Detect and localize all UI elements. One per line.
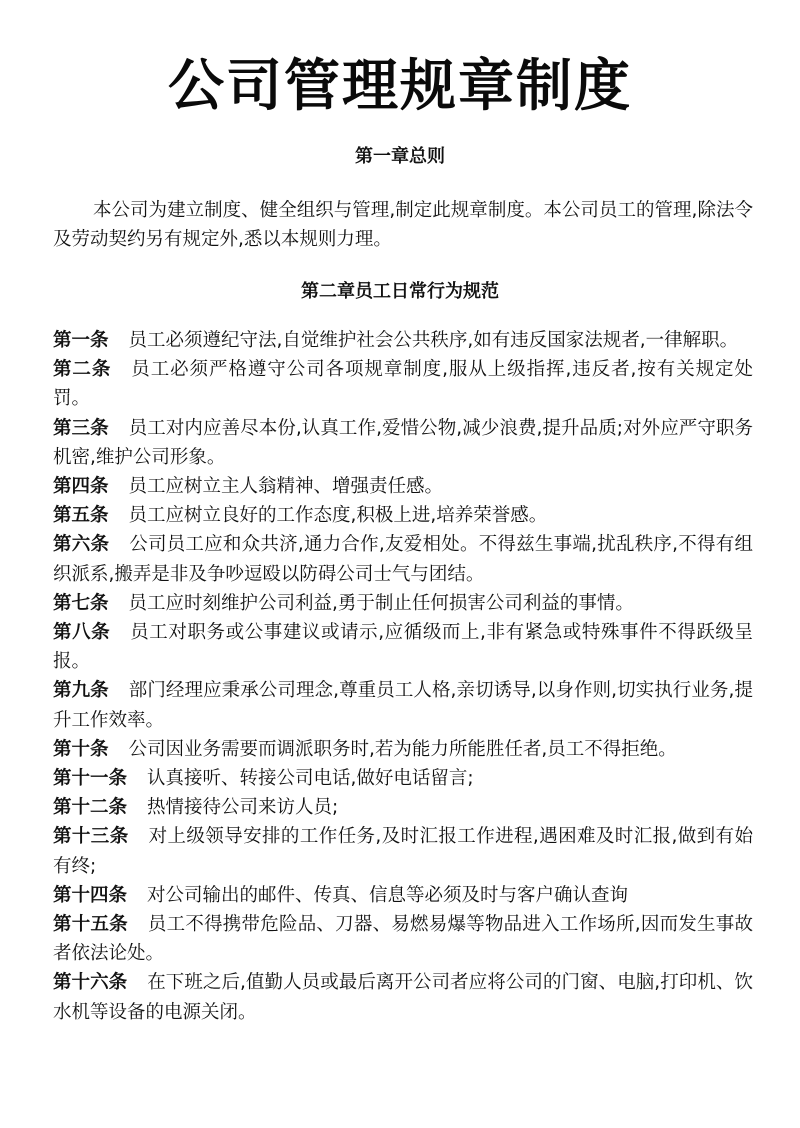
article-text: 员工应树立良好的工作态度,积极上进,培养荣誉感。 [128,505,548,527]
article-text: 员工应树立主人翁精神、增强责任感。 [128,476,444,498]
article-8 [53,618,753,676]
article-number: 第十三条 [53,826,129,848]
article-number: 第十五条 [53,914,128,936]
article-number: 第一条 [53,330,109,351]
article-text: 员工对内应善尽本份,认真工作,爱惜公物,减少浪费,提升品质;对外应严守职务机密,维护公司形象。 [53,417,753,468]
article-number: 第十六条 [53,972,128,994]
article-number: 第九条 [53,680,109,702]
chapter-2-heading: 第二章员工日常行为规范 [301,281,499,302]
article-number: 第六条 [53,534,110,556]
article-11 [53,764,753,793]
article-5 [53,501,753,530]
article-text: 部门经理应秉承公司理念,尊重员工人格,亲切诱导,以身作则,切实执行业务,提升工作效率。 [53,680,753,731]
article-number: 第三条 [53,417,109,439]
article-text: 认真接听、转接公司电话,做好电话留言; [147,768,474,790]
article-1 [53,326,753,355]
article-10 [53,735,753,764]
article-text: 对上级领导安排的工作任务,及时汇报工作进程,遇困难及时汇报,做到有始有终; [53,826,753,877]
chapter-1-paragraph: 本公司为建立制度、健全组织与管理,制定此规章制度。本公司员工的管理,除法令及劳动契约另有规定外,悉以本规则力理。 [53,200,753,250]
chapter-1-heading: 第一章总则 [355,146,445,167]
article-number: 第五条 [53,505,109,527]
article-number: 第八条 [53,622,111,644]
article-number: 第二条 [53,359,112,381]
article-6 [53,530,753,588]
article-9 [53,676,753,734]
article-15 [53,910,753,968]
document-title: 公司管理规章制度 [168,54,632,119]
article-text: 对公司输出的邮件、传真、信息等必须及时与客户确认查询 [147,884,629,906]
article-number: 第十二条 [53,797,128,819]
article-number: 第七条 [53,592,109,614]
article-text: 员工不得携带危险品、刀器、易燃易爆等物品进入工作场所,因而发生事故者依法论处。 [53,914,753,965]
article-2 [53,355,753,413]
article-number: 第十一条 [53,768,128,790]
article-14 [53,881,753,910]
article-text: 热情接待公司来访人员; [147,797,339,819]
article-4 [53,472,753,501]
article-text: 员工必须严格遵守公司各项规章制度,服从上级指挥,违反者,按有关规定处罚。 [53,359,753,410]
article-text: 员工应时刻维护公司利益,勇于制止任何损害公司利益的事情。 [128,592,634,614]
article-13 [53,822,753,880]
article-16 [53,968,753,1026]
article-text: 公司员工应和众共济,通力合作,友爱相处。不得兹生事端,扰乱秩序,不得有组织派系,搬弄是非及争吵逗殴以防碍公司士气与团结。 [53,534,753,585]
article-number: 第十条 [53,738,109,760]
article-list [53,326,753,1027]
article-text: 在下班之后,值勤人员或最后离开公司者应将公司的门窗、电脑,打印机、饮水机等设备的电源关闭。 [53,972,753,1023]
article-text: 公司因业务需要而调派职务时,若为能力所能胜任者,员工不得拒绝。 [128,738,677,760]
article-number: 第十四条 [53,884,128,906]
article-3 [53,414,753,472]
article-text: 员工必须遵纪守法,自觉维护社会公共秩序,如有违反国家法规者,一律解职。 [128,330,739,351]
article-7 [53,589,753,618]
article-12 [53,793,753,822]
article-number: 第四条 [53,476,109,498]
article-text: 员工对职务或公事建议或请示,应循级而上,非有紧急或特殊事件不得跃级呈报。 [53,622,753,673]
